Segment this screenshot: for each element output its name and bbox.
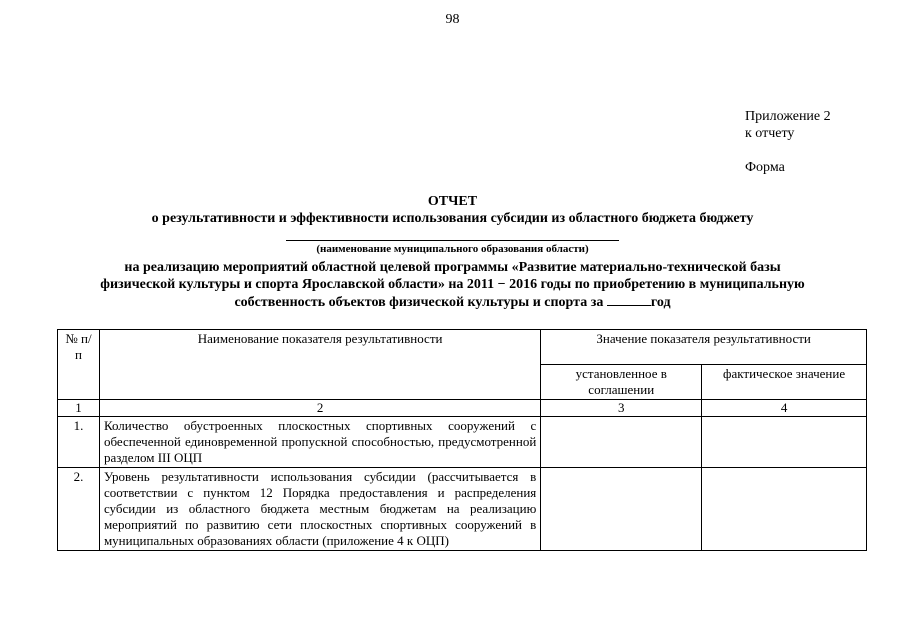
row-planned-value[interactable] [541, 468, 702, 551]
header-actual: фактическое значение [702, 365, 867, 400]
purpose-line-3-text: собственность объектов физической культуры и спорта за [234, 295, 604, 310]
row-indicator-name: Уровень результативности использования субсидии (рассчитывается в соответствии с пунктом 12 Порядка предоставления и распределения субсидии из областного бюджета местным бюджетам на реализацию мероприятий по развитию сети плоскостных спортивных сооружений в муниципальных образованиях области (приложение 4 к ОЦП) [99, 468, 540, 551]
appendix-label: Приложение 2 [745, 109, 831, 124]
header-indicator-name: Наименование показателя результативности [99, 330, 540, 400]
municipality-fill-line [286, 240, 619, 241]
row-indicator-name: Количество обустроенных плоскостных спортивных сооружений с обеспеченной единовременной пропускной способностью, предусмотренной разделом III ОЦП [99, 417, 540, 468]
page-number: 98 [445, 12, 460, 27]
appendix-block [745, 108, 831, 176]
purpose-line-2: физической культуры и спорта Ярославской области» на 2011 − 2016 годы по приобретению в муниципальную [100, 277, 805, 292]
index-cell: 4 [702, 400, 867, 417]
row-actual-value[interactable] [702, 417, 867, 468]
year-fill-line [607, 293, 651, 306]
header-number: № п/п [58, 330, 100, 400]
report-purpose [60, 259, 845, 311]
table-row [58, 468, 867, 551]
report-subtitle: о результативности и эффективности использования субсидии из областного бюджета бюджету [151, 211, 754, 226]
municipality-caption: (наименование муниципального образования области) [316, 243, 589, 255]
index-cell: 2 [99, 400, 540, 417]
table-index-row [58, 400, 867, 417]
header-indicator-value: Значение показателя результативности [541, 330, 867, 365]
indicators-table [57, 329, 867, 551]
index-cell: 3 [541, 400, 702, 417]
table-row [58, 417, 867, 468]
table-header-row [58, 330, 867, 365]
header-planned: установленное в соглашении [541, 365, 702, 400]
purpose-year-label: год [650, 295, 671, 310]
appendix-reference: к отчету [745, 126, 795, 141]
purpose-line-1: на реализацию мероприятий областной целевой программы «Развитие материально-технической базы [124, 260, 781, 275]
row-planned-value[interactable] [541, 417, 702, 468]
report-title: ОТЧЕТ [427, 194, 478, 209]
row-actual-value[interactable] [702, 468, 867, 551]
index-cell: 1 [58, 400, 100, 417]
purpose-line-3 [60, 293, 845, 311]
form-label: Форма [745, 160, 785, 175]
row-number: 1. [58, 417, 100, 468]
row-number: 2. [58, 468, 100, 551]
